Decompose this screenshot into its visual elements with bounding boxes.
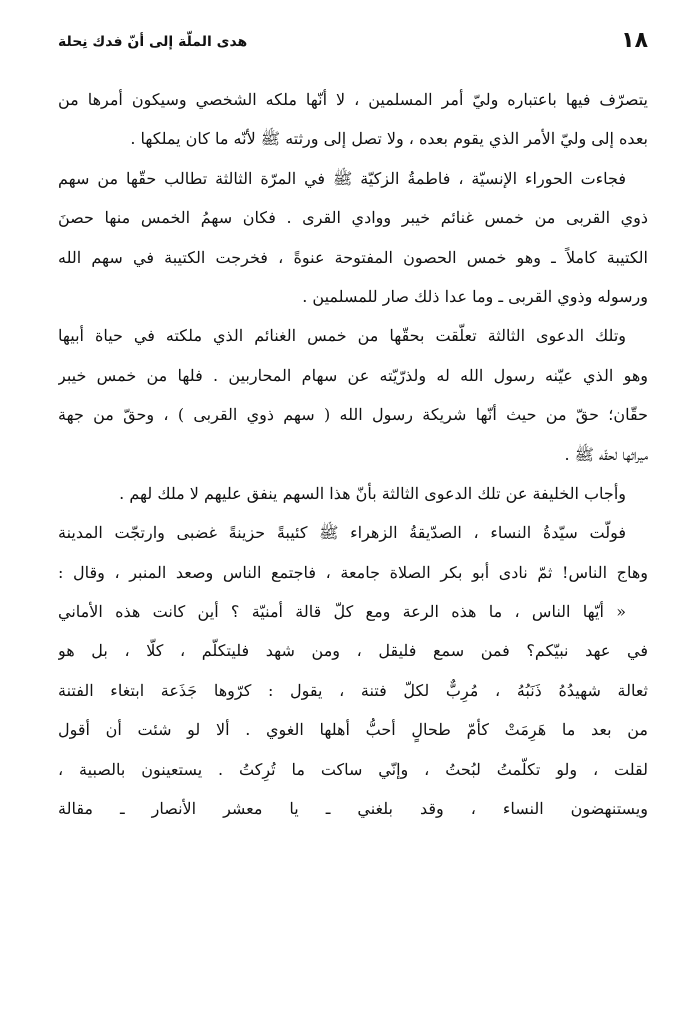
text-line: وأجاب الخليفة عن تلك الدعوى الثالثة بأنّ هذا السهم ينفق عليهم لا ملك لهم . xyxy=(119,483,626,503)
text-line: فجاءت الحوراء الإنسيّة ، فاطمةُ الزكيّة ﷺ في المرّة الثالثة تطالب حقّها من سهم xyxy=(58,168,626,188)
text-line: في عهد نبيّكم؟ فمن سمع فليقل ، ومن شهد فليتكلّم ، كلّا ، بل هو xyxy=(58,641,648,661)
page-number: ١٨ xyxy=(621,28,648,53)
text-line: من بعد ما هَرِمَتْ كأمّ طحالٍ أحبُّ أهلها الغوي . ألا لو شئت أن أقول xyxy=(58,720,648,740)
text-line: وهاج الناس! ثمّ نادى أبو بكر الصلاة جامعة ، فاجتمع الناس وصعد المنبر ، وقال : xyxy=(58,562,648,582)
text-line: ميراثها لحقّه ﷺ . xyxy=(564,444,648,464)
book-page xyxy=(58,28,648,988)
text-line: ذوي القربى من خمس غنائم خيبر ووادي القرى . فكان سهمُ الخمس منها حصنَ xyxy=(58,208,648,228)
text-line: ثعالة شهيدُهُ ذَنَبُهُ ، مُرِبٌّ لكلّ فتنة ، يقول : كرّوها جَذَعة ابتغاء الفتنة xyxy=(58,680,648,700)
text-line: يتصرّف فيها باعتباره وليّ أمر المسلمين ، لا أنّها ملكه الشخصي وسيكون أمرها من xyxy=(58,90,648,109)
page-header xyxy=(58,28,648,62)
running-title: هدى الملّة إلى أنّ فدك نِحلة xyxy=(58,34,248,50)
text-line: وتلك الدعوى الثالثة تعلّقت بحقّها من خمس الغنائم الذي ملكته في حياة أبيها xyxy=(58,326,626,346)
body-text xyxy=(58,80,648,828)
text-line: « أيّها الناس ، ما هذه الرعة ومع كلّ قالة أمنيّة ؟ أين كانت هذه الأماني xyxy=(58,602,626,622)
text-line: فولّت سيّدةُ النساء ، الصدّيقةُ الزهراء ﷺ كئيبةً حزينةً غضبى وارتجّت المدينة xyxy=(58,523,626,543)
text-line: لقلت ، ولو تكلّمتُ لبُحتُ ، وإنّي ساكت ما تُرِكتُ . يستعينون بالصبية ، xyxy=(58,759,648,779)
text-line: الكتيبة كاملاً ـ وهو خمس الحصون المفتوحة عنوةً ، فخرجت الكتيبة في سهم الله xyxy=(58,247,648,267)
text-line: ورسوله وذوي القربى ـ وما عدا ذلك صار للمسلمين . xyxy=(302,286,648,306)
text-line: ويستنهضون النساء ، وقد بلغني ـ يا معشر الأنصار ـ مقالة xyxy=(58,799,648,819)
text-line: حقّان؛ حقّ من حيث أنّها شريكة رسول الله ( سهم ذوي القربى ) ، وحقّ من جهة xyxy=(58,405,648,425)
text-line: بعده إلى وليّ الأمر الذي يقوم بعده ، ولا تصل إلى ورثته ﷺ لأنّه ما كان يملكها . xyxy=(130,129,648,149)
text-line: وهو الذي عيّنه رسول الله له ولذرّيّته عن سهام المحاربين . فلها من خمس خيبر xyxy=(58,365,648,385)
